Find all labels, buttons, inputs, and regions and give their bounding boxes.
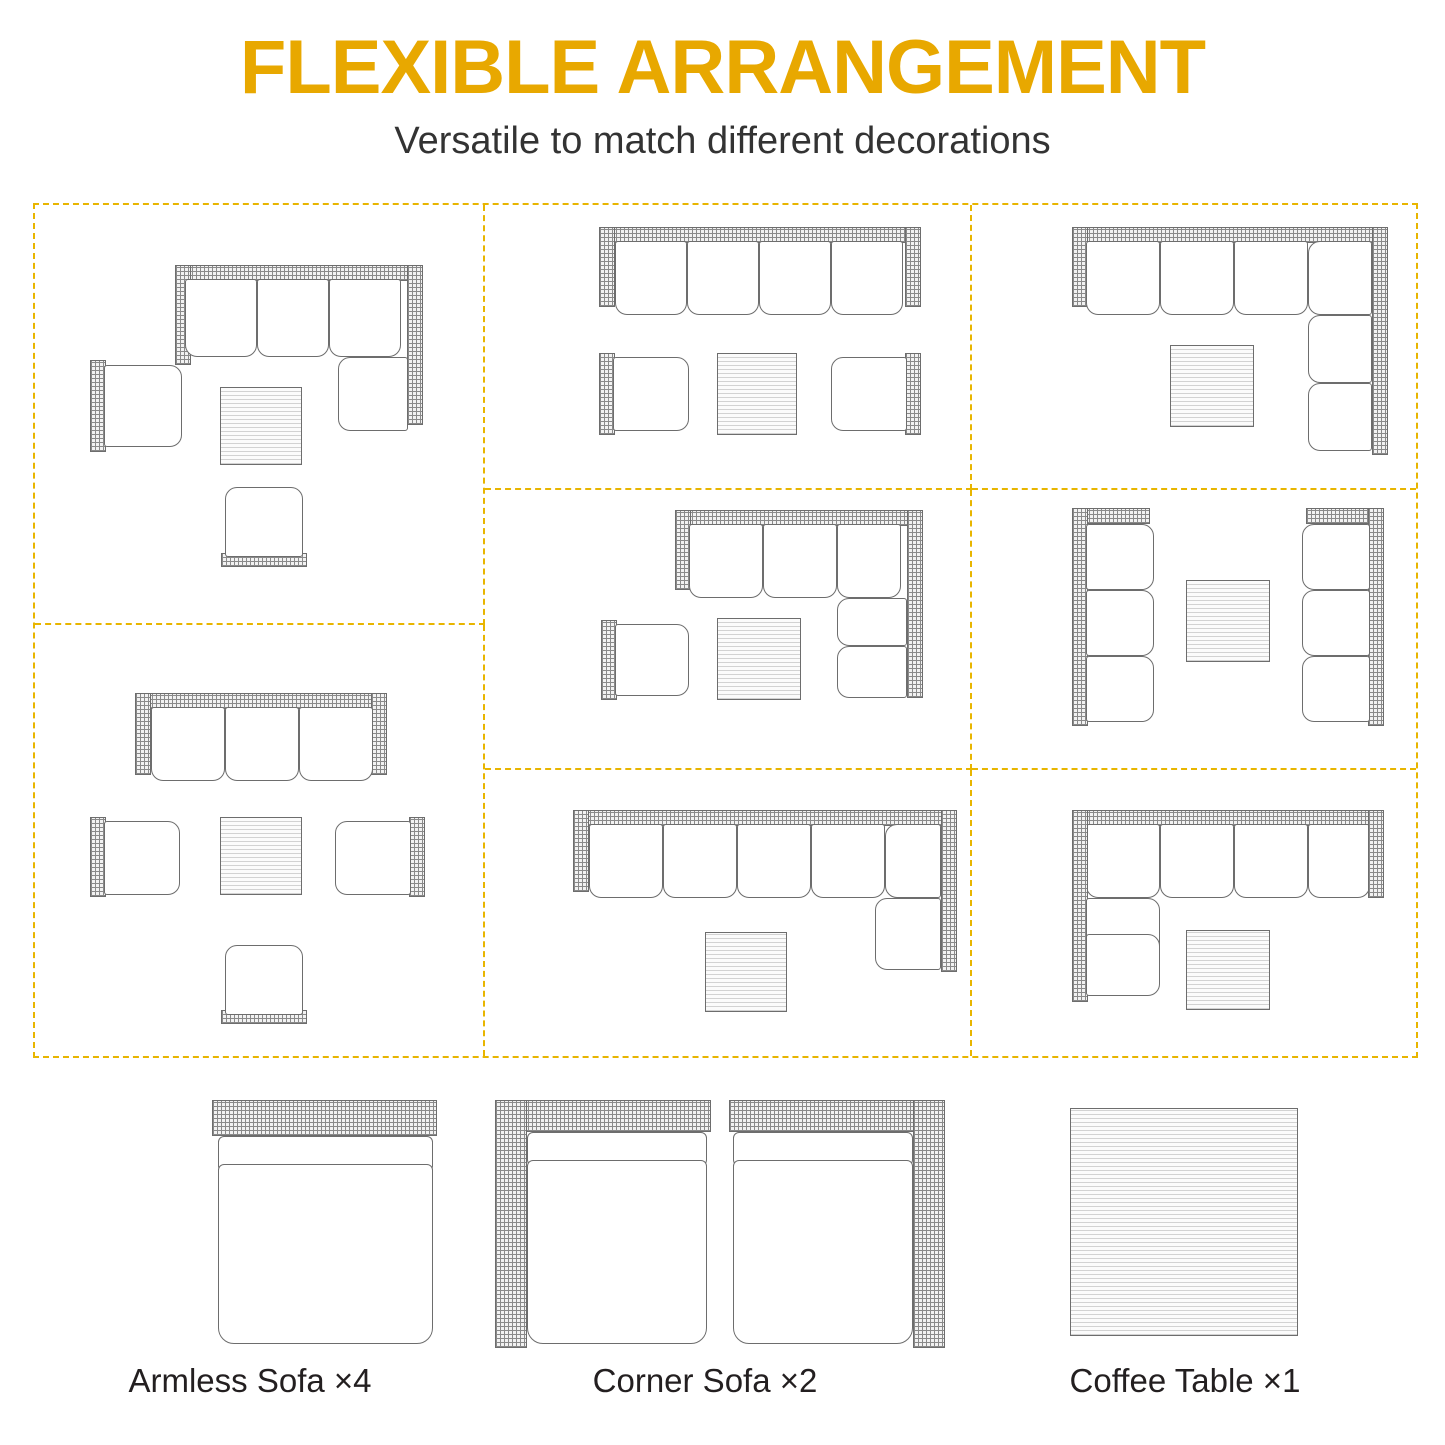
sofa-cushion — [1308, 241, 1372, 315]
sofa-side-rail — [1372, 227, 1388, 455]
sofa-side-rail — [905, 227, 921, 307]
coffee-table — [220, 387, 302, 465]
arrangement-diagram-5 — [972, 490, 1416, 768]
sofa-side-rail — [573, 810, 589, 892]
sofa-cushion — [1086, 524, 1154, 590]
sofa-cushion — [104, 821, 180, 895]
coffee-table — [220, 817, 302, 895]
sofa-cushion — [1086, 824, 1160, 898]
arrangement-diagram-7 — [485, 770, 970, 1056]
sofa-cushion — [689, 524, 763, 598]
sofa-side-rail — [907, 510, 923, 698]
sofa-cushion — [737, 824, 811, 898]
page-subtitle: Versatile to match different decorations — [394, 120, 1051, 162]
sofa-cushion — [663, 824, 737, 898]
coffee-table — [1170, 345, 1254, 427]
legend-item-coffee-table — [960, 1100, 1410, 1397]
sofa-side-rail — [905, 353, 921, 435]
sofa-cushion — [1086, 590, 1154, 656]
arrangement-cell-3 — [972, 205, 1416, 490]
sofa-cushion — [1160, 824, 1234, 898]
sofa-cushion — [837, 646, 907, 698]
armless-sofa-icon — [132, 1100, 368, 1350]
sofa-cushion — [225, 487, 303, 557]
sofa-side-rail — [1368, 810, 1384, 898]
sofa-cushion — [885, 824, 941, 898]
arrangement-cell-7 — [485, 770, 972, 1056]
coffee-table — [717, 353, 797, 435]
sofa-cushion — [1308, 824, 1370, 898]
arrangement-cell-1 — [35, 205, 485, 625]
legend-item-armless-sofa — [35, 1100, 465, 1397]
sofa-cushion — [1086, 656, 1154, 722]
coffee-table — [717, 618, 801, 700]
arrangement-cell-5 — [972, 490, 1416, 770]
legend — [0, 1090, 1445, 1445]
sofa-side-rail — [371, 693, 387, 775]
sofa-cushion — [875, 898, 941, 970]
arrangement-diagram-1 — [35, 205, 483, 623]
sofa-cushion — [1302, 524, 1370, 590]
sofa-cushion — [613, 357, 689, 431]
arrangement-diagram-6 — [35, 625, 483, 1056]
page-title: FLEXIBLE ARRANGEMENT — [239, 25, 1206, 110]
coffee-table — [1186, 580, 1270, 662]
legend-label-coffee-table: Coffee Table ×1 — [1069, 1362, 1301, 1399]
sofa-side-rail — [135, 693, 151, 775]
arrangement-grid — [33, 203, 1418, 1058]
sofa-cushion — [837, 598, 907, 646]
arrangement-diagram-3 — [972, 205, 1416, 488]
legend-label-corner-sofa: Corner Sofa ×2 — [592, 1362, 818, 1399]
sofa-cushion — [1308, 383, 1372, 451]
arrangement-cell-6 — [35, 625, 485, 1056]
coffee-table — [1186, 930, 1270, 1010]
corner-sofa-icon — [480, 1100, 930, 1350]
sofa-cushion — [335, 821, 411, 895]
legend-label-armless-sofa: Armless Sofa ×4 — [128, 1362, 372, 1399]
sofa-cushion — [299, 707, 373, 781]
sofa-side-rail — [407, 265, 423, 425]
arrangement-diagram-2 — [485, 205, 970, 488]
arrangement-diagram-8 — [972, 770, 1416, 1056]
arrangement-diagram-4 — [485, 490, 970, 768]
sofa-cushion — [687, 241, 759, 315]
arrangement-cell-2 — [485, 205, 972, 490]
sofa-cushion — [1160, 241, 1234, 315]
sofa-cushion — [1086, 241, 1160, 315]
sofa-cushion — [225, 945, 303, 1015]
sofa-side-rail — [1368, 508, 1384, 726]
sofa-cushion — [1234, 241, 1308, 315]
sofa-cushion — [1302, 656, 1370, 722]
sofa-cushion — [185, 279, 257, 357]
sofa-cushion — [1234, 824, 1308, 898]
sofa-cushion — [104, 365, 182, 447]
sofa-cushion — [257, 279, 329, 357]
sofa-side-rail — [599, 227, 615, 307]
coffee-table-icon — [1070, 1100, 1300, 1350]
sofa-side-rail — [409, 817, 425, 897]
sofa-cushion — [811, 824, 885, 898]
sofa-cushion — [589, 824, 663, 898]
coffee-table — [705, 932, 787, 1012]
sofa-cushion — [831, 241, 903, 315]
arrangement-cell-4 — [485, 490, 972, 770]
legend-item-corner-sofa — [470, 1100, 940, 1397]
arrangement-cell-8 — [972, 770, 1416, 1056]
sofa-cushion — [1086, 934, 1160, 996]
sofa-cushion — [225, 707, 299, 781]
sofa-side-rail — [941, 810, 957, 972]
sofa-cushion — [1308, 315, 1372, 383]
sofa-cushion — [329, 279, 401, 357]
sofa-cushion — [615, 624, 689, 696]
sofa-cushion — [615, 241, 687, 315]
sofa-cushion — [151, 707, 225, 781]
sofa-cushion — [763, 524, 837, 598]
sofa-cushion — [1302, 590, 1370, 656]
sofa-cushion — [837, 524, 901, 598]
sofa-cushion — [759, 241, 831, 315]
sofa-cushion — [338, 357, 408, 431]
sofa-cushion — [831, 357, 907, 431]
